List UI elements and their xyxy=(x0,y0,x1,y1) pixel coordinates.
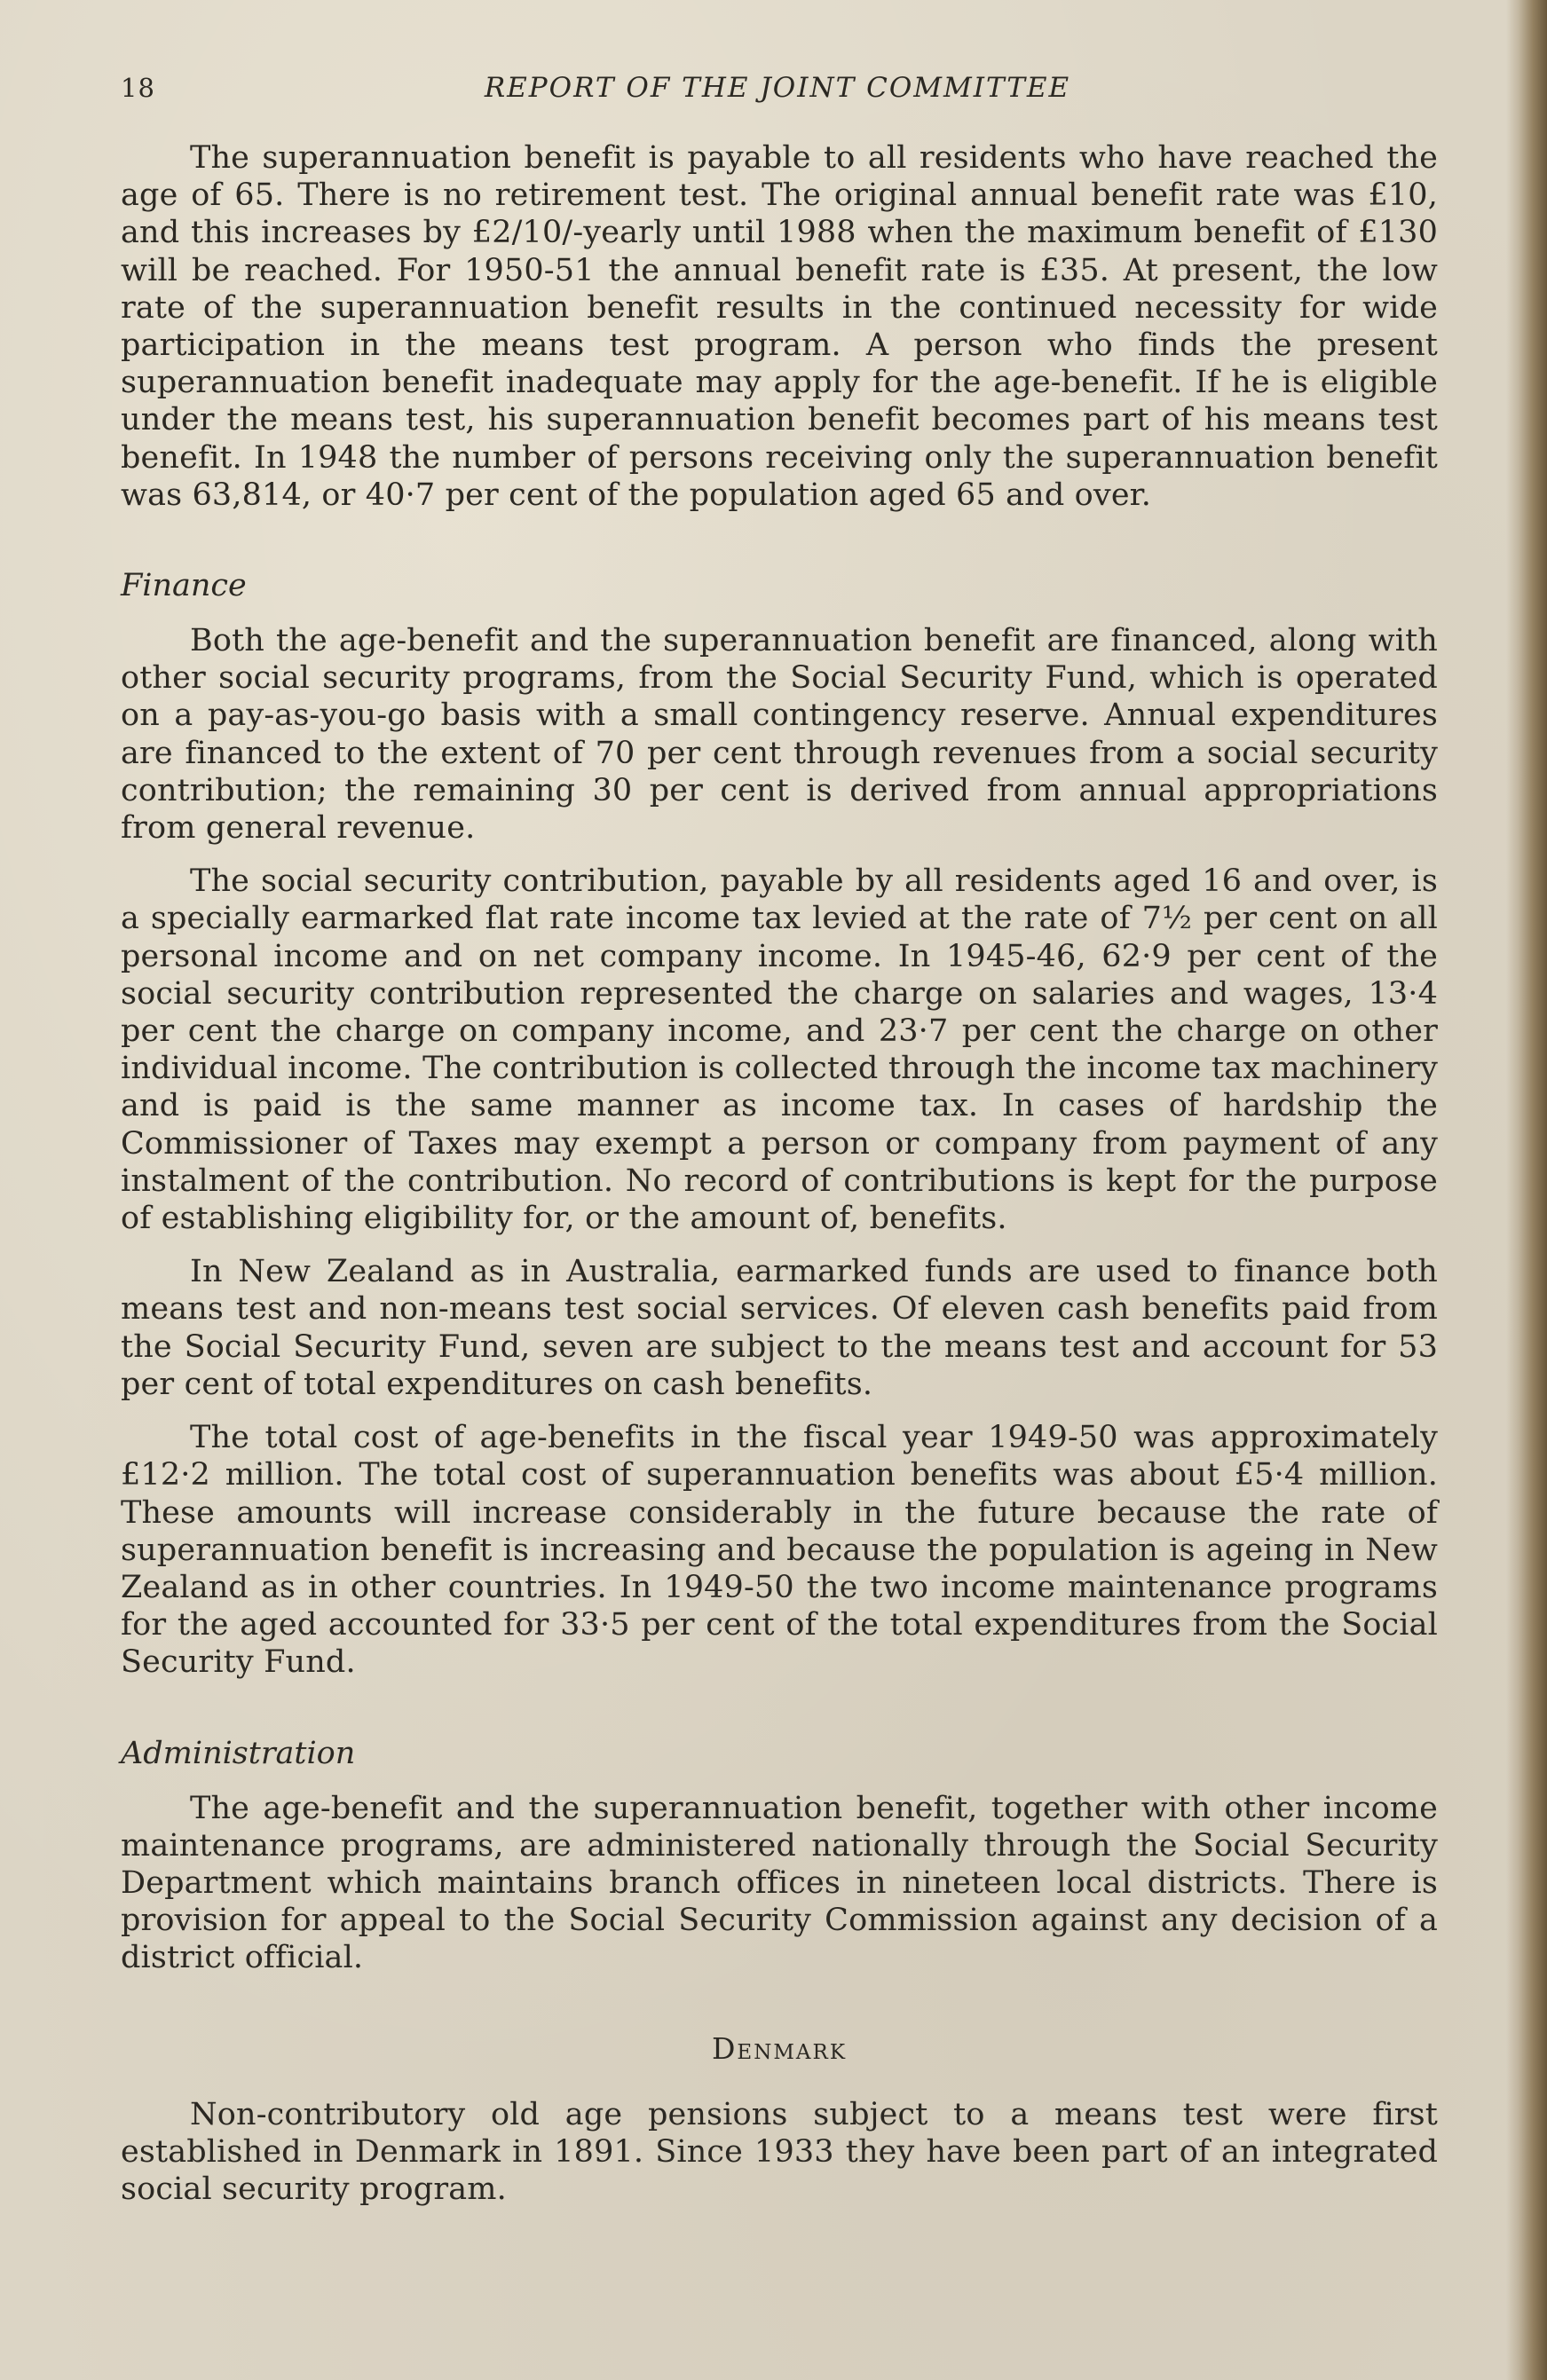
page-number: 18 xyxy=(121,73,155,103)
paragraph-denmark: Non-contributory old age pensions subject to a means test were first established in Denmark in 1891. Since 1933 they have been part of an integrated social security program. xyxy=(121,2096,1438,2207)
paragraph-finance-earmarked-funds: In New Zealand as in Australia, earmarked funds are used to finance both means test and non-means test social services. Of eleven cash benefits paid from the Social Security Fund, seven are subject to the means test and account for 53 per cent of total expenditures on cash benefits. xyxy=(121,1254,1438,1402)
running-head-title: REPORT OF THE JOINT COMMITTEE xyxy=(484,72,1071,104)
paragraph-finance-total-cost: The total cost of age-benefits in the fiscal year 1949-50 was approximately £12·2 million. The total cost of superannuation benefits was about £5·4 million. These amounts will increase considerably in the future because the rate of superannuation benefit is increasing and because the population is ageing in New Zealand as in other countries. In 1949-50 the two income maintenance programs for the aged accounted for 33·5 per cent of the total expenditures from the Social Security Fund. xyxy=(121,1420,1438,1681)
running-head xyxy=(121,67,1434,108)
page-body xyxy=(121,139,1438,2208)
book-binding-edge xyxy=(1506,0,1547,2380)
section-heading-administration: Administration xyxy=(121,1735,356,1771)
country-heading-denmark: Denmark xyxy=(711,2030,848,2066)
paragraph-administration: The age-benefit and the superannuation benefit, together with other income maintenance programs, are administered nationally through the Social Security Department which maintains branch offices in nineteen local districts. There is provision for appeal to the Social Security Commission against any decision of a district official. xyxy=(121,1790,1438,1976)
paragraph-superannuation-benefit: The superannuation benefit is payable to all residents who have reached the age of 65. There is no retirement test. The original annual benefit rate was £10, and this increases by £2/10/-yearly until 1988 when the maximum benefit of £130 will be reached. For 1950-51 the annual benefit rate is £35. At present, the low rate of the superannuation benefit results in the continued necessity for wide participation in the means test program. A person who finds the present superannuation benefit inadequate may apply for the age-benefit. If he is eligible under the means test, his superannuation benefit becomes part of his means test benefit. In 1948 the number of persons receiving only the superannuation benefit was 63,814, or 40·7 per cent of the population aged 65 and over. xyxy=(121,140,1438,513)
section-heading-finance: Finance xyxy=(121,568,247,604)
paragraph-finance-fund: Both the age-benefit and the superannuation benefit are financed, along with other social security programs, from the Social Security Fund, which is operated on a pay-as-you-go basis with a small contingency reserve. Annual expenditures are financed to the extent of 70 per cent through revenues from a social security contribution; the remaining 30 per cent is derived from annual appropriations from general revenue. xyxy=(121,623,1438,847)
paragraph-finance-contribution: The social security contribution, payable by all residents aged 16 and over, is a specially earmarked flat rate income tax levied at the rate of 7½ per cent on all personal income and on net company income. In 1945-46, 62·9 per cent of the social security contribution represented the charge on salaries and wages, 13·4 per cent the charge on company income, and 23·7 per cent the charge on other individual income. The contribution is collected through the income tax machinery and is paid is the same manner as income tax. In cases of hardship the Commissioner of Taxes may exempt a person or company from payment of any instalment of the contribution. No record of contributions is kept for the purpose of establishing eligibility for, or the amount of, benefits. xyxy=(121,863,1438,1237)
